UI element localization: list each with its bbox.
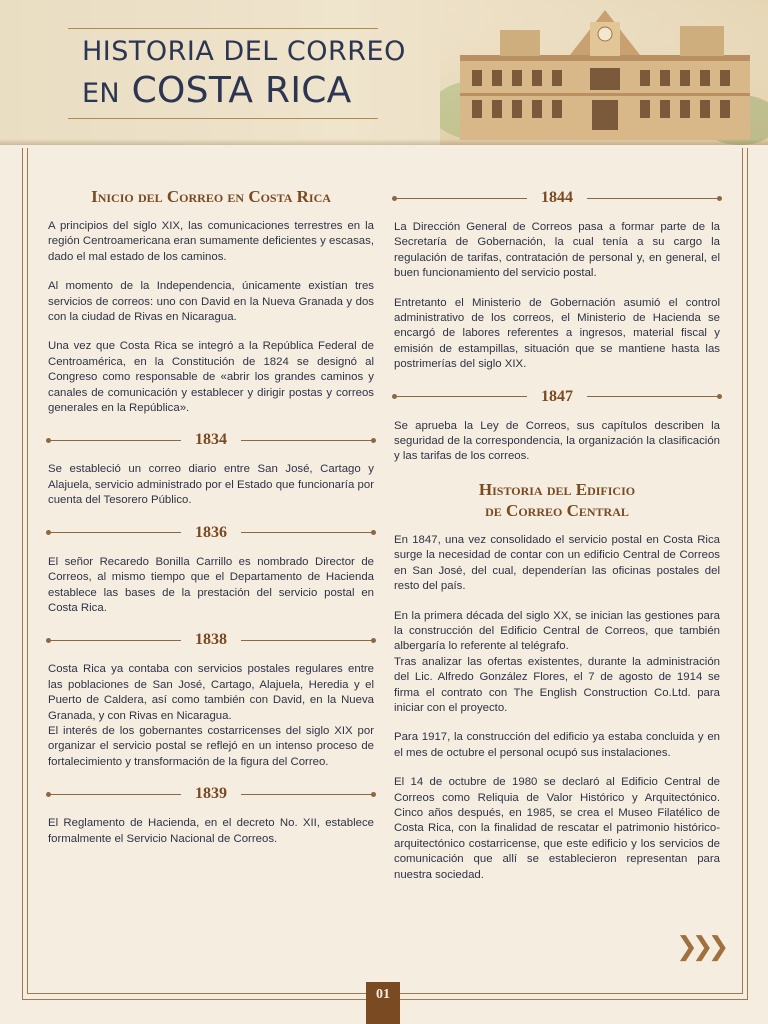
paragraph: El interés de los gobernantes costarricenses del siglo XIX por organizar el servicio postal se reflejó en un intenso proceso de fortalecimiento y transformación de la figura del Correo.: [48, 724, 374, 768]
paragraph: La Dirección General de Correos pasa a formar parte de la Secretaría de Gobernación, la cual tenía a su cargo la regulación de tarifas, contratación de personal y, en general, el buen funcionamiento del servicio postal.: [394, 221, 720, 280]
triple-chevron-right-icon[interactable]: ❯❯❯: [676, 932, 724, 962]
section-title-inicio: Inicio del Correo en Costa Rica: [91, 187, 331, 206]
paragraph: Se estableció un correo diario entre San José, Cartago y Alajuela, servicio administrado por el Estado que funcionaría por cuenta del Tesorero Público.: [48, 463, 374, 507]
year-label: 1844: [541, 189, 573, 206]
right-column: [394, 186, 720, 897]
paragraph: En la primera década del siglo XX, se inician las gestiones para la construcción del Edificio Central de Correos, que también albergaría lo referente al telégrafo.: [394, 609, 720, 653]
page-title-costa-rica: COSTA RICA: [131, 70, 352, 111]
section-title-line2: de Correo Central: [485, 500, 629, 520]
year-label: 1836: [195, 523, 227, 541]
paragraph: A principios del siglo XIX, las comunicaciones terrestres en la región Centroamericana eran sumamente deficientes y escasas, dado el mal estado de los caminos.: [48, 220, 374, 263]
section-title-line1: Historia del Edificio: [478, 479, 636, 499]
paragraph: En 1847, una vez consolidado el servicio postal en Costa Rica surge la necesidad de contar con un edificio Central de Correos en San José, del cual, dependerían las oficinas postales del resto del país.: [394, 533, 720, 593]
year-label: 1834: [195, 431, 227, 449]
paragraph: El Reglamento de Hacienda, en el decreto No. XII, establece formalmente el Servicio Nacional de Correos.: [48, 817, 374, 845]
paragraph: El 14 de octubre de 1980 se declaró al Edificio Central de Correos como Reliquia de Valor Histórico y Arquitectónico. Cinco años después, en 1985, se crea el Museo Filatélico de Costa Rica, con la finalidad de rescatar el patrimonio histórico-arquitectónico costarricense, que este edificio y los servicios de comunicación que allí se establecieron representan para nuestra sociedad.: [394, 776, 720, 881]
paragraph: Se aprueba la Ley de Correos, sus capítulos describen la seguridad de la correspondencia, la organización la clasificación y las tarifas de los correos.: [394, 419, 720, 463]
section-title-edificio: [394, 479, 720, 521]
year-divider-1844: [394, 188, 720, 208]
paragraph: Tras analizar las ofertas existentes, durante la administración del Lic. Alfredo González Flores, el 7 de agosto de 1914 se firma el contrato con The English Construction Co.Ltd. para iniciar con el proyecto.: [394, 655, 720, 714]
page-title-en: EN: [82, 78, 120, 109]
paragraph: Al momento de la Independencia, únicamente existían tres servicios de correos: uno con David en la Nueva Granada y dos con la ciudad de Rivas en Nicaragua.: [48, 280, 374, 324]
year-divider-1847: [394, 387, 720, 407]
paragraph: El señor Recaredo Bonilla Carrillo es nombrado Director de Correos, al mismo tiempo que el Departamento de Hacienda establece las bases de la prestación del servicio postal en Costa Rica.: [48, 555, 374, 614]
paragraph: Costa Rica ya contaba con servicios postales regulares entre las poblaciones de San José, Cartago, Alajuela, Heredia y el Puerto de Caldera, así como también con David, en la Nueva Granada, y con Rivas en Nicaragua.: [48, 663, 374, 722]
year-label: 1839: [195, 785, 227, 803]
paragraph: Una vez que Costa Rica se integró a la República Federal de Centroamérica, en la Constitución de 1824 se designó al Congreso como responsable de «abrir los grandes caminos y canales de comunicación y establecer y dirigir postas y correos generales en la República».: [48, 340, 374, 415]
page-title-line2: [82, 70, 352, 111]
year-label: 1838: [195, 631, 227, 649]
page-title-line1: HISTORIA DEL CORREO: [82, 36, 406, 67]
page-number: 01: [366, 982, 400, 1024]
year-divider-1834: [48, 430, 374, 450]
paragraph: Entretanto el Ministerio de Gobernación asumió el control administrativo de los correos, el Ministerio de Hacienda se encargó de labores referentes a ingresos, material fiscal y emisión de estampillas, situación que se mantiene hasta las postrimerías del siglo XIX.: [394, 296, 720, 371]
page-header: [0, 0, 768, 145]
year-divider-1836: [48, 523, 374, 543]
year-divider-1838: [48, 630, 374, 650]
year-label: 1847: [541, 387, 573, 405]
post-office-building-illustration: [440, 0, 768, 145]
title-bottom-rule: [68, 118, 378, 119]
year-divider-1839: [48, 784, 374, 804]
paragraph: Para 1917, la construcción del edificio ya estaba concluida y en el mes de octubre el personal ocupó sus instalaciones.: [394, 731, 720, 759]
left-column: [48, 186, 374, 861]
title-top-rule: [68, 28, 378, 29]
